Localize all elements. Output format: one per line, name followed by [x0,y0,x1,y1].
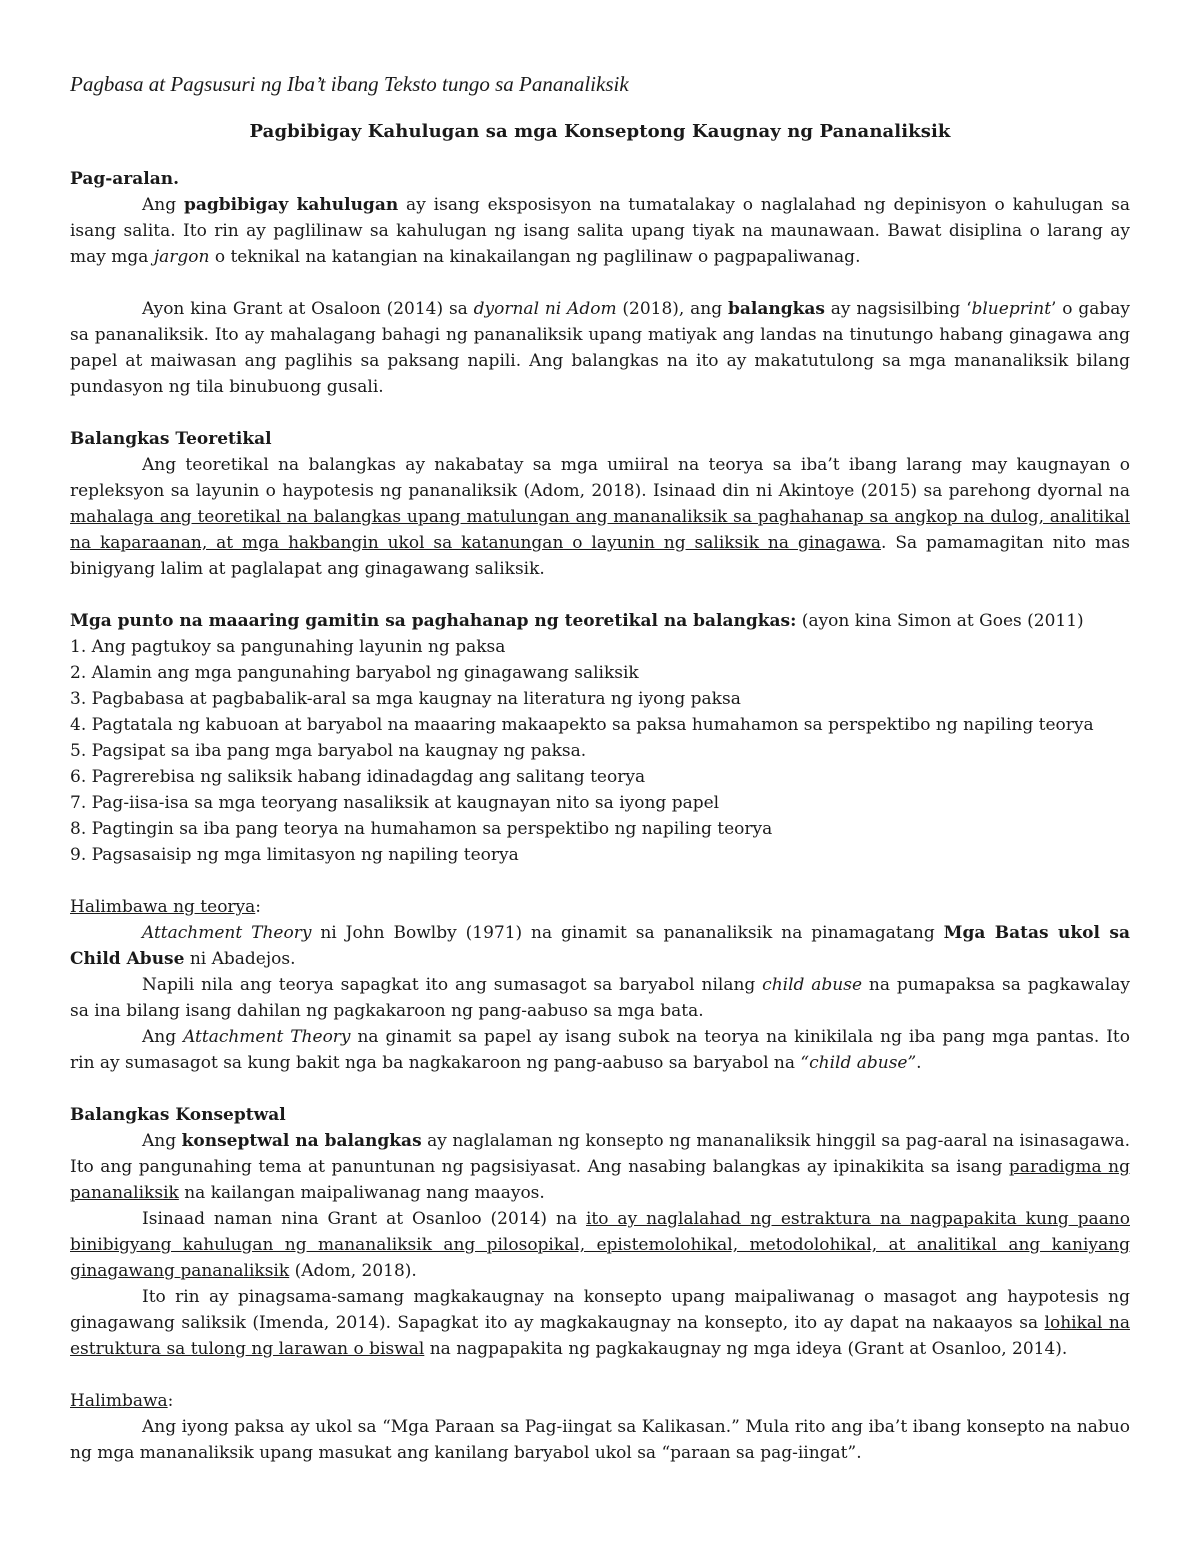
document-page [70,72,1130,1466]
example-label-halimbawa: Halimbawa: [70,1391,174,1411]
list-item: 2. Alamin ang mga pangunahing baryabol ng ginagawang saliksik [70,663,639,683]
course-header: Pagbasa at Pagsusuri ng Iba’t ibang Teksto tungo sa Pananaliksik [70,72,629,96]
section-heading-konseptwal: Balangkas Konseptwal [70,1105,286,1125]
list-item: 6. Pagrerebisa ng saliksik habang idinadagdag ang salitang teorya [70,767,646,787]
example-attachment-theory: Attachment Theory ni John Bowlby (1971) na ginamit sa pananaliksik na pinamagatang Mga Batas ukol sa Child Abuse ni Abadejos. [70,923,1130,969]
list-item: 1. Ang pagtukoy sa pangunahing layunin ng paksa [70,637,506,657]
list-item: 8. Pagtingin sa iba pang teorya na humahamon sa perspektibo ng napiling teorya [70,819,773,839]
paragraph-konseptwal: Ang konseptwal na balangkas ay naglalaman ng konsepto ng mananaliksik hinggil sa pag-aaral na isinasagawa. Ito ang pangunahing tema at panuntunan ng pagsisiyasat. Ang nasabing balangkas ay ipinakikita sa isang paradigma ng pananaliksik na kailangan maipaliwanag nang maayos. [70,1131,1130,1203]
page-title: Pagbibigay Kahulugan sa mga Konseptong Kaugnay ng Pananaliksik [249,121,951,142]
list-item: 3. Pagbabasa at pagbabalik-aral sa mga kaugnay na literatura ng iyong paksa [70,689,741,709]
paragraph-teoretikal: Ang teoretikal na balangkas ay nakabatay sa mga umiiral na teorya sa iba’t ibang larang may kaugnayan o repleksyon sa layunin o haypotesis ng pananaliksik (Adom, 2018). Isinaad din ni Akintoye (2015) sa parehong dyornal na mahalaga ang teoretikal na balangkas upang matulungan ang mananaliksik sa paghahanap sa angkop na dulog, analitikal na kaparaanan, at mga hakbangin ukol sa katanungan o layunin ng saliksik na ginagawa. Sa pamamagitan nito mas binigyang lalim at paglalapat ang ginagawang saliksik. [70,455,1130,579]
list-item: 7. Pag-iisa-isa sa mga teoryang nasaliksik at kaugnayan nito sa iyong papel [70,793,720,813]
list-item: 5. Pagsipat sa iba pang mga baryabol na kaugnay ng paksa. [70,741,587,761]
points-list [70,634,1130,868]
section-heading-teoretikal: Balangkas Teoretikal [70,429,272,449]
example-kalikasan: Ang iyong paksa ay ukol sa “Mga Paraan sa Pag-iingat sa Kalikasan.” Mula rito ang iba’t ibang konsepto na nabuo ng mga mananaliksik upang masukat ang kanilang baryabol ukol sa “paraan sa pag-iingat”. [70,1417,1130,1463]
section-heading-pag-aralan: Pag-aralan. [70,169,180,189]
paragraph-grant-osanloo: Isinaad naman nina Grant at Osanloo (2014) na ito ay naglalahad ng estraktura na nagpapakita kung paano binibigyang kahulugan ng mananaliksik ang pilosopikal, epistemolohikal, metodolohikal, at analitikal ang kaniyang ginagawang pananaliksik (Adom, 2018). [70,1209,1130,1281]
paragraph-pinagsama-samang: Ito rin ay pinagsama-samang magkakaugnay na konsepto upang maipaliwanag o masagot ang haypotesis ng ginagawang saliksik (Imenda, 2014). Sapagkat ito ay magkakaugnay na konsepto, ito ay dapat na nakaayos sa lohikal na estruktura sa tulong ng larawan o biswal na nagpapakita ng pagkakaugnay ng mga ideya (Grant at Osanloo, 2014). [70,1287,1130,1359]
example-subok-na-teorya: Ang Attachment Theory na ginamit sa papel ay isang subok na teorya na kinikilala ng iba pang mga pantas. Ito rin ay sumasagot sa kung bakit nga ba nagkakaroon ng pang-aabuso sa baryabol na “child abuse”. [70,1027,1130,1073]
example-child-abuse: Napili nila ang teorya sapagkat ito ang sumasagot sa baryabol nilang child abuse na pumapaksa sa pagkawalay sa ina bilang isang dahilan ng pagkakaroon ng pang-aabuso sa mga bata. [70,975,1130,1021]
paragraph-balangkas: Ayon kina Grant at Osaloon (2014) sa dyornal ni Adom (2018), ang balangkas ay nagsisilbing ‘blueprint’ o gabay sa pananaliksik. Ito ay mahalagang bahagi ng pananaliksik upang matiyak ang landas na tinutungo habang ginagawa ang papel at maiwasan ang paglihis sa paksang napili. Ang balangkas na ito ay makatutulong sa mga mananaliksik bilang pundasyon ng tila binubuong gusali. [70,299,1130,397]
list-item: 4. Pagtatala ng kabuoan at baryabol na maaaring makaapekto sa paksa humahamon sa perspektibo ng napiling teorya [70,715,1094,735]
paragraph-pagbibigay-kahulugan: Ang pagbibigay kahulugan ay isang eksposisyon na tumatalakay o naglalahad ng depinisyon o kahulugan sa isang salita. Ito rin ay paglilinaw sa kahulugan ng isang salita upang tiyak na maunawaan. Bawat disiplina o larang ay may mga jargon o teknikal na katangian na kinakailangan ng paglilinaw o pagpapaliwanag. [70,195,1130,267]
points-heading: Mga punto na maaaring gamitin sa paghahanap ng teoretikal na balangkas: (ayon kina Simon at Goes (2011) [70,611,1084,631]
list-item: 9. Pagsasaisip ng mga limitasyon ng napiling teorya [70,845,519,865]
example-label-teorya: Halimbawa ng teorya: [70,897,262,917]
